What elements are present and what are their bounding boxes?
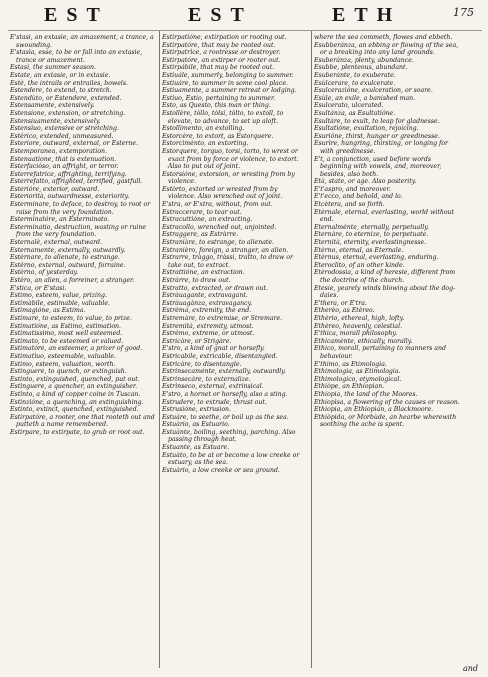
dictionary-entry: Estuàrio, a low creeke or sea ground. <box>162 466 280 474</box>
dictionary-entry: Estinzióne, a quenching, an extinguishing. <box>10 398 144 406</box>
dictionary-entry: Estuàre, to seethe, or boil up as the sea. <box>162 413 289 421</box>
dictionary-entry: Eteroclito, of an other kinde. <box>314 261 405 269</box>
dictionary-entry: Etèrnale, eternal, everlasting, world without end. <box>314 208 455 224</box>
dictionary-entry: Esterfacióso, an affright, or terror. <box>10 163 119 171</box>
dictionary-entry: Esternalè, external, outward. <box>10 239 102 247</box>
dictionary-entry: E't, a conjunction, used before words beginning with vowels, and, moreover, besides, also both. <box>314 155 442 178</box>
dictionary-entry: Estrèmo, extreme, or utmost. <box>162 330 255 338</box>
dictionary-entry: Ethimologico, etymological. <box>314 375 402 383</box>
dictionary-entry: Esuberánza, plenty, abundance. <box>314 56 414 64</box>
dictionary-entry: Eternàre, to eternize, to perpetuate. <box>314 231 429 239</box>
dictionary-entry: Estimatióne, as Estimo, estimation. <box>10 322 122 330</box>
dictionary-entry: Etèrnus, eternal, everlasting, enduring. <box>314 254 439 262</box>
dictionary-entry: Estimato, to be esteemed or valued. <box>10 337 124 345</box>
dictionary-entry: Estremità, extremity, utmost. <box>162 322 254 330</box>
dictionary-entry: Esterrefatrice, affrighting, terrifying. <box>10 170 127 178</box>
dictionary-entry: Estuante, as Estuare. <box>162 444 230 452</box>
dictionary-entry: Esurióne, thirst, hunger or greedinesse. <box>314 132 440 140</box>
dictionary-entry: Estraggere, as Estràrre. <box>162 231 239 239</box>
dictionary-entry: E'thimo, as Etimologia. <box>314 360 387 368</box>
running-head-left: EST <box>44 4 109 26</box>
dictionary-entry: Esubbe, plenteous, abundant. <box>314 64 408 72</box>
column-left <box>8 31 160 668</box>
dictionary-entry: Ethimologia, as Etimologia. <box>314 368 401 376</box>
dictionary-entry: Esurìre, hungring, thirsting, or longing for with greedinesse. <box>314 140 448 155</box>
dictionary-entry: Estendùto, or Estendere, extended. <box>10 94 122 102</box>
dictionary-entry: Estremàre, to extremise, or Stremare. <box>162 314 283 322</box>
dictionary-entry: Estratto, extracted, or drawn out. <box>162 284 268 292</box>
dictionary-entry: Estinguere, to quench, or extinguish. <box>10 368 127 376</box>
dictionary-entry: Esterióre, exterior, outward. <box>10 185 100 193</box>
dictionary-entry: Estimatìuo, esteemable, valuable. <box>10 352 116 360</box>
dictionary-entry: Estorcimènto, an extorting. <box>162 140 249 148</box>
dictionary-entry: Estràuagànza, extravagancy. <box>162 299 253 307</box>
dictionary-entry: Ethiòpe, an Ethiopian. <box>314 383 385 391</box>
column-middle <box>160 31 312 668</box>
dictionary-entry: Estirpatrìce, a rootresse or destroyer. <box>162 49 281 57</box>
dictionary-entry: E'stra, or E'xtra, without, from out. <box>162 201 273 209</box>
dictionary-entry: Etèrno, eternal, as Eternale. <box>314 246 404 254</box>
dictionary-entry: Esterminatio, destruction, wasting or ruine from the very foundation. <box>10 223 147 239</box>
dictionary-entry: Estollimento, an extolling. <box>162 125 245 133</box>
dictionary-entry: Ethicamènte, ethically, morally. <box>314 337 413 345</box>
dictionary-entry: Estracuttióne, an extracting. <box>162 216 253 224</box>
dictionary-entry: E't'ecco, and behold, and lo. <box>314 193 403 201</box>
dictionary-entry: Estrèma, extremity, the end. <box>162 307 252 315</box>
dictionary-entry: Ethiopia, an Ethiopian, a Blackmoore. <box>314 406 434 414</box>
dictionary-entry: Estèrno, of yesterday. <box>10 269 79 277</box>
dictionary-entry: Esubberánza, an ebbing or flowing of the sea, or a breaking into any land grounds. <box>314 41 459 57</box>
page-header <box>8 4 482 30</box>
dictionary-entry: Esuberánte, to exuberate. <box>314 71 396 79</box>
dictionary-entry: Estirpatóre, that may be rooted out. <box>162 41 276 49</box>
dictionary-entry: Estinto, extinguished, quenched, put out. <box>10 375 140 383</box>
dictionary-entry: Estrudere, to extrude, thrust out. <box>162 398 267 406</box>
dictionary-entry: Estìnto, a kind of copper coine in Tuscan. <box>10 390 141 398</box>
dictionary-entry: Estèrico, extended, unmeasured. <box>10 132 114 140</box>
dictionary-entry: Estricabile, extricable, disentangled. <box>162 352 278 360</box>
dictionary-entry: Estrinsecamènte, externally, outwardly. <box>162 368 286 376</box>
dictionary-entry: Estirpábile, that may be rooted out. <box>162 64 275 72</box>
dictionary-entry: Estricàre, or Strigàre. <box>162 337 232 345</box>
dictionary-entry: Estìuo, Estio, pertaining to summer. <box>162 94 276 102</box>
dictionary-entry: E'thera, or E'tra. <box>314 299 367 307</box>
dictionary-entry: Estiuále, summerly, belonging to summer. <box>162 71 294 79</box>
dictionary-entry: Estèrnare, to alienate, to estrange. <box>10 254 120 262</box>
dictionary-entry: E't'aspro, and moreover. <box>314 185 391 193</box>
dictionary-entry: Estimatissimo, most well esteemed. <box>10 330 123 338</box>
dictionary-entry: E'thica, morall philosophy. <box>314 330 398 338</box>
dictionary-entry: Ethiopìsa, a flowering of the causes or reason. <box>314 398 460 406</box>
dictionary-entry: Eternalmènte, eternally, perpetually. <box>314 223 429 231</box>
dictionary-entry: Estorcère, to extort, as Estorquere. <box>162 132 274 140</box>
dictionary-entry: Estirpatióne, extirpation or rooting out. <box>162 34 287 41</box>
dictionary-entry: Etcètera, and so forth. <box>314 201 385 209</box>
dictionary-entry: Esternamente, externally, outwardly. <box>10 246 126 254</box>
dictionary-entry: Esto, as Questo, this man or thing. <box>162 102 271 110</box>
column-right <box>312 31 464 668</box>
dictionary-entry: Estasì, the summer season. <box>10 64 96 72</box>
dictionary-entry: Estensiuamente, extensively. <box>10 117 101 125</box>
dictionary-entry: where the sea commeth, flowes and ebbeth. <box>314 34 453 41</box>
dictionary-entry: Esterrefatto, affrighted, terrified, gastfull. <box>10 178 143 186</box>
dictionary-entry: Estraniàre, to estrange, to alienate. <box>162 239 274 247</box>
dictionary-entry: Estimo, esteem, value, prizing. <box>10 292 107 300</box>
dictionary-entry: Estensìuo, extensive or stretching. <box>10 125 119 133</box>
dictionary-entry: Estimàbile, estimable, valuable. <box>10 299 111 307</box>
dictionary-entry: Estirpatóre, a rooter, one that rooteth out and putteth a name remembered. <box>10 413 155 429</box>
dictionary-entry: Esulcerato, ulcerated. <box>314 102 384 110</box>
dictionary-entry: E'stro, a hornet or horsefly, also a sting. <box>162 390 288 398</box>
dictionary-entry: E'stasìa, esse, to be or fall into an extasie, trance or amazement. <box>10 49 143 64</box>
dictionary-entry: Estrusióne, extrusion. <box>162 406 231 414</box>
dictionary-entry: Esulcerazióne, exulceration, or soare. <box>314 87 433 95</box>
dictionary-entry: Estràrre, to draw out. <box>162 277 231 284</box>
dictionary-entry: Esteriore, outward, external, or Esterne. <box>10 140 138 148</box>
dictionary-entry: Estrinsecàre, to externalize. <box>162 375 251 383</box>
dictionary-entry: Estràuagante, extravagant. <box>162 292 248 300</box>
running-head-center: EST <box>188 4 253 26</box>
dictionary-entry: Estiuamente, a summer retreat or lodging. <box>162 87 297 95</box>
dictionary-entry: Etesie, yearely winds blowing about the dog-daies. <box>314 284 456 300</box>
dictionary-entry: Esterminatóre, an Esterminato. <box>10 216 110 224</box>
catchword: and <box>462 664 478 673</box>
dictionary-entry: Estinto, extinct, quenched, extinguished. <box>10 406 139 414</box>
dictionary-entry: Ethiòpida, or Morbùde, an hearbe wherewith soothing the ache is spent. <box>314 413 457 429</box>
dictionary-entry: Estimagióne, as Estima. <box>10 307 86 315</box>
dictionary-entry: Estuànte, boiling, seething, parching. Also passing through heat. <box>162 428 296 444</box>
dictionary-entry: Estuàto, to be at or become a low creeke or estuary, as the sea. <box>162 451 300 467</box>
dictionary-entry: E'stasi, an extasie, an amazement, a trance, a swounding. <box>10 34 154 49</box>
dictionary-entry: Estirpatóre, an extirper or rooter out. <box>162 56 281 64</box>
dictionary-entry: E'stro, a kind of gnat or horsefly. <box>162 345 265 353</box>
dictionary-entry: Estimo, esteem, valuation, worth. <box>10 360 116 368</box>
dictionary-entry: Estemporanea, extemporation. <box>10 147 107 155</box>
dictionary-entry: Estracollo, wrenched out, unjointed. <box>162 223 277 231</box>
dictionary-entry: Ethiopia, the land of the Moores. <box>314 390 418 398</box>
dictionary-entry: Estòrto, extorted or wrested from by violence. Also wrenched out of joint. <box>162 185 283 201</box>
dictionary-entry: Età, state, or age. Also posterity. <box>314 178 417 186</box>
dictionary-entry: Esultatióne, exultation, rejoicing. <box>314 125 419 133</box>
dictionary-entry: Estimare, to esteem, to value, to prize. <box>10 314 132 322</box>
dictionary-entry: Estorsióne, extorsion, or wresting from by violence. <box>162 170 295 186</box>
dictionary-entry: Etherèo, as Etèreo. <box>314 307 375 315</box>
dictionary-entry: Esterminare, to deface, to destroy, to root or raise from the very foundation. <box>10 201 151 216</box>
dictionary-entry: Estranièro, foreign, a stranger, an alien. <box>162 246 289 254</box>
dictionary-entry: Estrìnseco, external, extrinsical. <box>162 383 264 391</box>
dictionary-entry: Estè, the intrails or entrailes, bowels. <box>10 79 128 87</box>
dictionary-entry: Etèrodossia, a kind of heresie, different from the doctrine of the church. <box>314 269 456 284</box>
dictionary-entry: Esùle, an exile, a banished man. <box>314 94 416 102</box>
dictionary-entry: Estraccerare, to tear out. <box>162 208 242 216</box>
dictionary-entry: Estate, an extasie, or in extasie. <box>10 71 111 79</box>
dictionary-entry: Estricàre, to disentangle. <box>162 360 242 368</box>
dictionary-entry: Estirpare, to extirpate, to grub or root out. <box>10 428 145 436</box>
running-head-right: ETH <box>332 4 402 26</box>
dictionary-entry: Estrarre, tràggo, tràssi, tratto, to draw or take out, to extract. <box>162 254 293 269</box>
dictionary-entry: Estenuatione, that is extenuation. <box>10 155 117 163</box>
dictionary-entry: Estìnguere, a quencher, an extinguisher. <box>10 383 138 391</box>
dictionary-entry: Estimatóre, an esteemer, a prizer of good. <box>10 345 143 353</box>
dictionary-entry: Eternità, eternity, everlastingnesse. <box>314 239 427 247</box>
columns-container <box>8 30 482 668</box>
dictionary-entry: Estèrno, external, outward, forraine. <box>10 261 126 269</box>
dictionary-entry: Esultánza, as Esultatióne. <box>314 109 396 117</box>
dictionary-entry: Estiuáre, to summer in some cool place. <box>162 79 288 87</box>
dictionary-entry: Estrattióne, an extraction. <box>162 269 245 277</box>
dictionary-entry: Ethico, morall, pertaining to manners and behaviour. <box>314 345 446 360</box>
dictionary-entry: Estollère, tòllo, tòlsi, tòlto, to extoll, to elevate, to advance, to set up aloft. <box>162 109 284 125</box>
dictionary-entry: Esteriorità, outwardnesse, exteriority. <box>10 193 130 201</box>
dictionary-entry: Estendere, to extend, to stretch. <box>10 87 112 95</box>
dictionary-entry: Estensamente, extensively. <box>10 102 95 110</box>
dictionary-entry: Estorquere, torquo, torsi, torto, to wrest or exact from by force or violence, to extort. Also to put out of joint. <box>162 147 299 171</box>
dictionary-entry: Ethèreo, heavenly, celestial. <box>314 322 403 330</box>
dictionary-entry: Ethèrio, ethereal, high, lofty. <box>314 314 405 322</box>
page-number: 175 <box>453 6 474 19</box>
dictionary-entry: Esultàre, to exult, to leap for gladnesse. <box>314 117 440 125</box>
dictionary-entry: Estuàrio, as Estuario. <box>162 421 230 429</box>
dictionary-entry: Estèro, an alien, a forreiner, a stranger. <box>10 277 135 284</box>
dictionary-entry: Esùlcerare, to exulcerate. <box>314 79 396 87</box>
dictionary-entry: Estensione, extension, or stretching. <box>10 109 126 117</box>
dictionary-entry: E'stica, or E'stasi. <box>10 284 67 292</box>
